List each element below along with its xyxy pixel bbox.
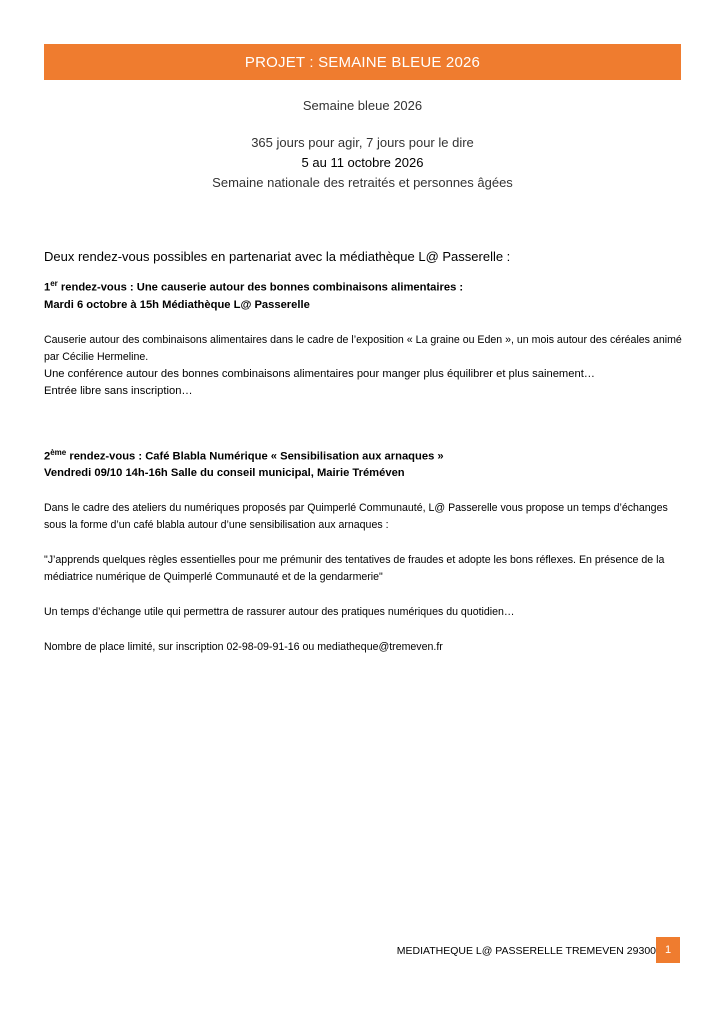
rdv1-num: 1	[44, 281, 51, 294]
intro-text: Deux rendez-vous possibles en partenariat avec la médiathèque L@ Passerelle :	[44, 249, 511, 264]
rdv2-sup: ème	[50, 447, 67, 457]
rdv1-para1-b: exposition « La graine ou Eden », un mois autour des céréales animé par Cécilie Hermeline.	[44, 333, 682, 363]
rdv2-quote: "J’apprends quelques règles essentielles pour me prémunir des tentatives de fraudes et adopte les bons réflexes. En présence de la médiatrice numérique de Quimperlé Communauté et de la gendarmerie"	[44, 554, 665, 584]
banner-title: PROJET : SEMAINE BLEUE 2026	[244, 53, 481, 71]
header-banner	[44, 44, 681, 80]
rdv1-para3: Entrée libre sans inscription…	[44, 384, 193, 397]
subtitle: Semaine bleue 2026	[302, 98, 423, 113]
rdv2-num: 2	[44, 450, 51, 463]
rdv1-heading	[44, 275, 684, 297]
tagline: Semaine nationale des retraités et personnes âgées	[212, 175, 513, 190]
rdv1-when: Mardi 6 octobre à 15h Médiathèque L@ Passerelle	[44, 298, 310, 311]
rdv1-para1	[44, 332, 684, 366]
rdv2-heading	[44, 444, 684, 466]
motto: 365 jours pour agir, 7 jours pour le dire	[251, 135, 474, 150]
document-body	[44, 248, 684, 656]
page-number: 1	[656, 937, 680, 963]
rdv1-para1-a: Causerie autour des combinaisons alimentaires dans le cadre de l’	[44, 333, 357, 346]
rdv1-sup: er	[50, 279, 58, 288]
footer-text: MEDIATHEQUE L@ PASSERELLE TREMEVEN 29300	[396, 945, 656, 957]
rdv1-heading-text: rendez-vous : Une causerie autour des bonnes combinaisons alimentaires :	[57, 281, 464, 294]
rdv2-para2: Un temps d’échange utile qui permettra de rassurer autour des pratiques numériques du quotidien…	[44, 606, 515, 619]
rdv1-para2: Une conférence autour des bonnes combinaisons alimentaires pour manger plus équilibrer et plus sainement…	[44, 367, 595, 380]
rdv2-para1: Dans le cadre des ateliers du numériques proposés par Quimperlé Communauté, L@ Passerelle vous propose un temps d’échanges sous la forme d’un café blabla autour d’une sensibilisation aux arnaques :	[44, 502, 668, 532]
event-dates: 5 au 11 octobre 2026	[301, 155, 424, 170]
rdv2-contact: Nombre de place limité, sur inscription 02-98-09-91-16 ou mediatheque@tremeven.fr	[44, 641, 443, 654]
rdv2-when: Vendredi 09/10 14h-16h Salle du conseil municipal, Mairie Tréméven	[44, 467, 405, 480]
motto-block	[44, 133, 681, 193]
rdv2-heading-text: rendez-vous : Café Blabla Numérique « Sensibilisation aux arnaques »	[66, 450, 444, 463]
